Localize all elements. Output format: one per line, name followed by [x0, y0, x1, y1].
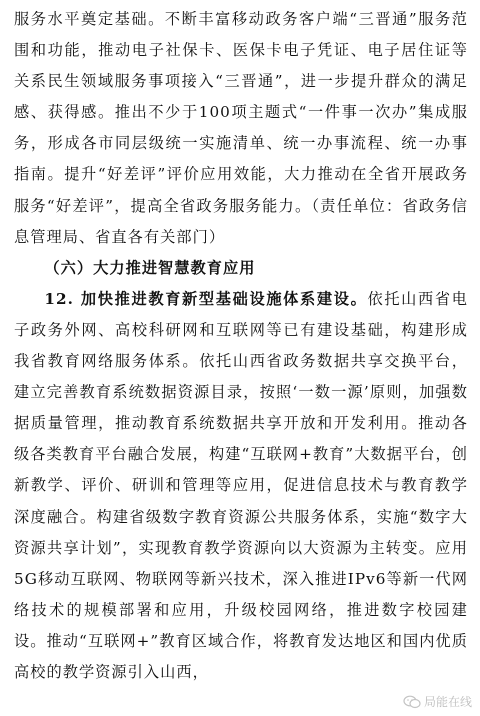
item-body: 依托山西省电子政务外网、高校科研网和互联网等已有建设基础，构建形成我省教育网络服务体系。依托山西省政务数据共享交换平台，建立完善教育系统数据资源目录，按照‘一数一源’原则，加强数据质量管理，推动教育系统数据共享开放和开发利用。推动各级各类教育平台融合发展，构建“互联网+教育”大数据平台，创新教学、评价、研训和管理等应用，促进信息技术与教育教学深度融合。构建省级数字教育资源公共服务体系，实施“数字大资源共享计划”，实现教育教学资源向以大资源为主转变。应用5G移动互联网、物联网等新兴技术，深入推进IPv6等新一代网络技术的规模部署和应用，升级校园网络，推进数字校园建设。推动“互联网+”教育区域合作，将教育发达地区和国内优质高校的教学资源引入山西， — [14, 289, 468, 681]
body-paragraph: 服务水平奠定基础。不断丰富移动政务客户端“三晋通”服务范围和功能，推动电子社保卡、医保卡电子凭证、电子居住证等关系民生领域服务事项接入“三晋通”，进一步提升群众的满足感、获得感。推出不少于100项主题式“一件事一次办”集成服务，形成各市同层级统一实施清单、统一办事流程、统一办事指南。提升“好差评”评价应用效能，大力推动在全省开展政务服务“好差评”，提高全省政务服务能力。（责任单位：省政务信息管理局、省直各有关部门） — [14, 10, 468, 246]
item-title: 12. 加快推进教育新型基础设施体系建设。 — [44, 289, 368, 308]
section-heading: （六）大力推进智慧教育应用 — [44, 258, 256, 277]
wechat-icon — [403, 695, 421, 709]
watermark-text: 局能在线 — [423, 695, 472, 709]
watermark — [403, 693, 472, 710]
item-paragraph — [14, 284, 468, 688]
